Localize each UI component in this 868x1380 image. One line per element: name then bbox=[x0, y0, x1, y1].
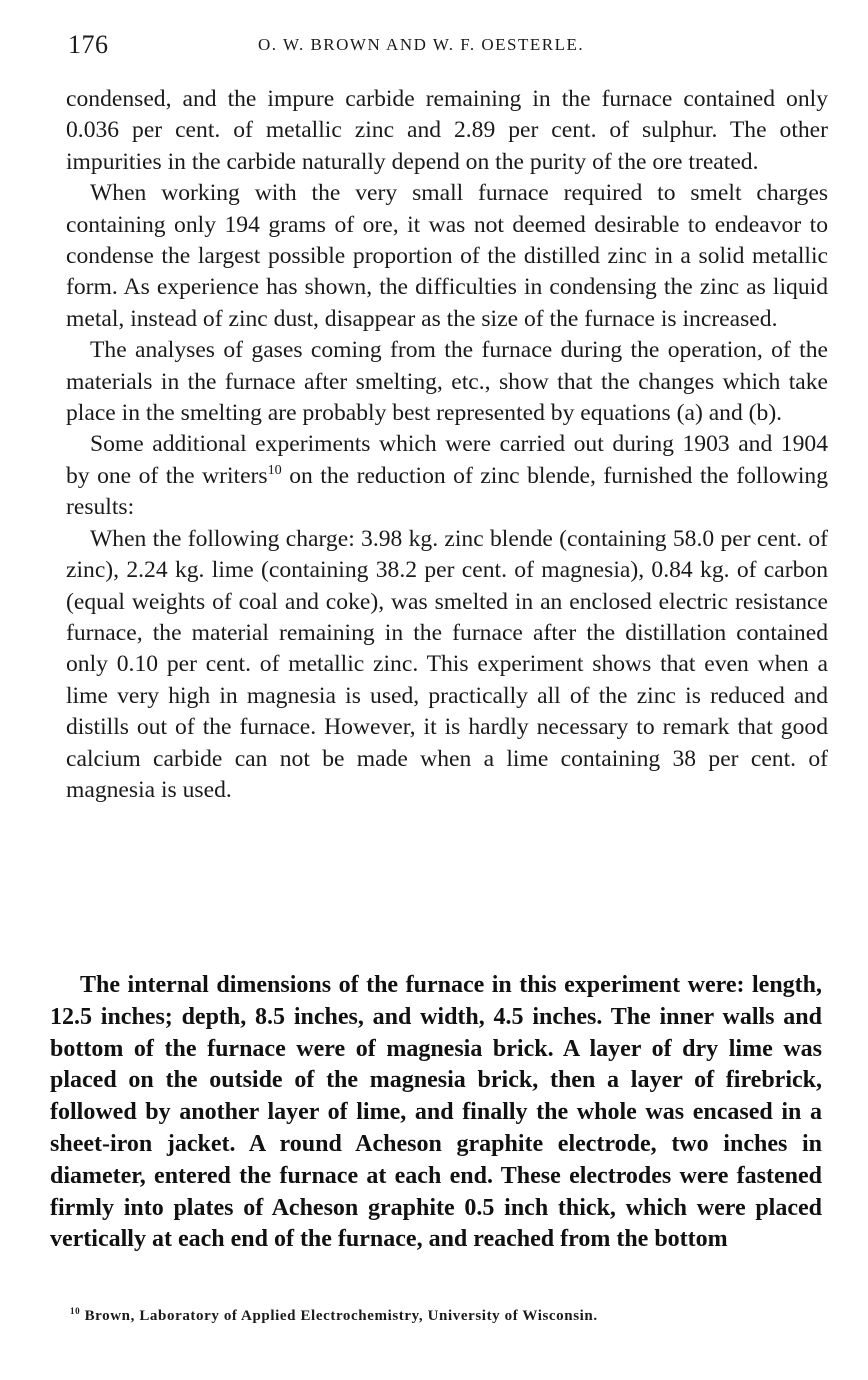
paragraph-small-furnace: When working with the very small furnace required to smelt charges containing only 194 grams of ore, it was not deemed desirable to endeavor to condense the largest possible proportion of the distilled zinc in a solid metallic form. As experience has shown, the difficulties in condensing the zinc as liquid metal, instead of zinc dust, disappear as the size of the furnace is increased. bbox=[66, 180, 828, 332]
running-head bbox=[68, 30, 828, 60]
page-number: 176 bbox=[68, 30, 109, 59]
paragraph-additional-experiments bbox=[66, 429, 828, 523]
footnote bbox=[70, 1308, 830, 1325]
paragraph-text-before-ref: Some additional experiments which were carried out during 1903 and 1904 by one of the writers bbox=[66, 431, 828, 489]
paragraph-continued: condensed, and the impure carbide remaining in the furnace contained only 0.036 per cent. of metallic zinc and 2.89 per cent. of sulphur. The other impurities in the carbide naturally depend on the purity of the ore treated. bbox=[66, 86, 828, 175]
body-text bbox=[66, 84, 828, 806]
paragraph-charge-experiment: When the following charge: 3.98 kg. zinc blende (containing 58.0 per cent. of zinc), 2.24 kg. lime (containing 38.2 per cent. of magnesia), 0.84 kg. of carbon (equal weights of coal and coke), was smelted in an enclosed electric resistance furnace, the material remaining in the furnace after the distillation contained only 0.10 per cent. of metallic zinc. This experiment shows that even when a lime very high in magnesia is used, practically all of the zinc is reduced and distills out of the furnace. However, it is hardly necessary to remark that good calcium carbide can not be made when a lime containing 38 per cent. of magnesia is used. bbox=[66, 525, 828, 803]
footnote-reference: 10 bbox=[267, 462, 282, 479]
running-title: O. W. BROWN AND W. F. OESTERLE. bbox=[258, 35, 585, 54]
paragraph-gas-analyses: The analyses of gases coming from the furnace during the operation, of the materials in the furnace after smelting, etc., show that the changes which take place in the smelting are probably best represented by equations (a) and (b). bbox=[66, 337, 828, 427]
paragraph-furnace-dimensions: The internal dimensions of the furnace in this experiment were: length, 12.5 inches; depth, 8.5 inches, and width, 4.5 inches. The inner walls and bottom of the furnace were of magnesia brick. A layer of dry lime was placed on the outside of the magnesia brick, then a layer of firebrick, followed by another layer of lime, and finally the whole was encased in a sheet-iron jacket. A round Acheson graphite electrode, two inches in diameter, entered the furnace at each end. These electrodes were fastened firmly into plates of Acheson graphite 0.5 inch thick, which were placed vertically at each end of the furnace, and reached from the bottom bbox=[50, 972, 822, 1253]
paragraph-text-after-ref: on the reduction of zinc blende, furnished the following results: bbox=[66, 462, 828, 521]
footnote-marker: 10 bbox=[70, 1306, 81, 1316]
footnote-text: Brown, Laboratory of Applied Electrochemistry, University of Wisconsin. bbox=[84, 1308, 598, 1324]
body-text-continued bbox=[50, 970, 822, 1256]
